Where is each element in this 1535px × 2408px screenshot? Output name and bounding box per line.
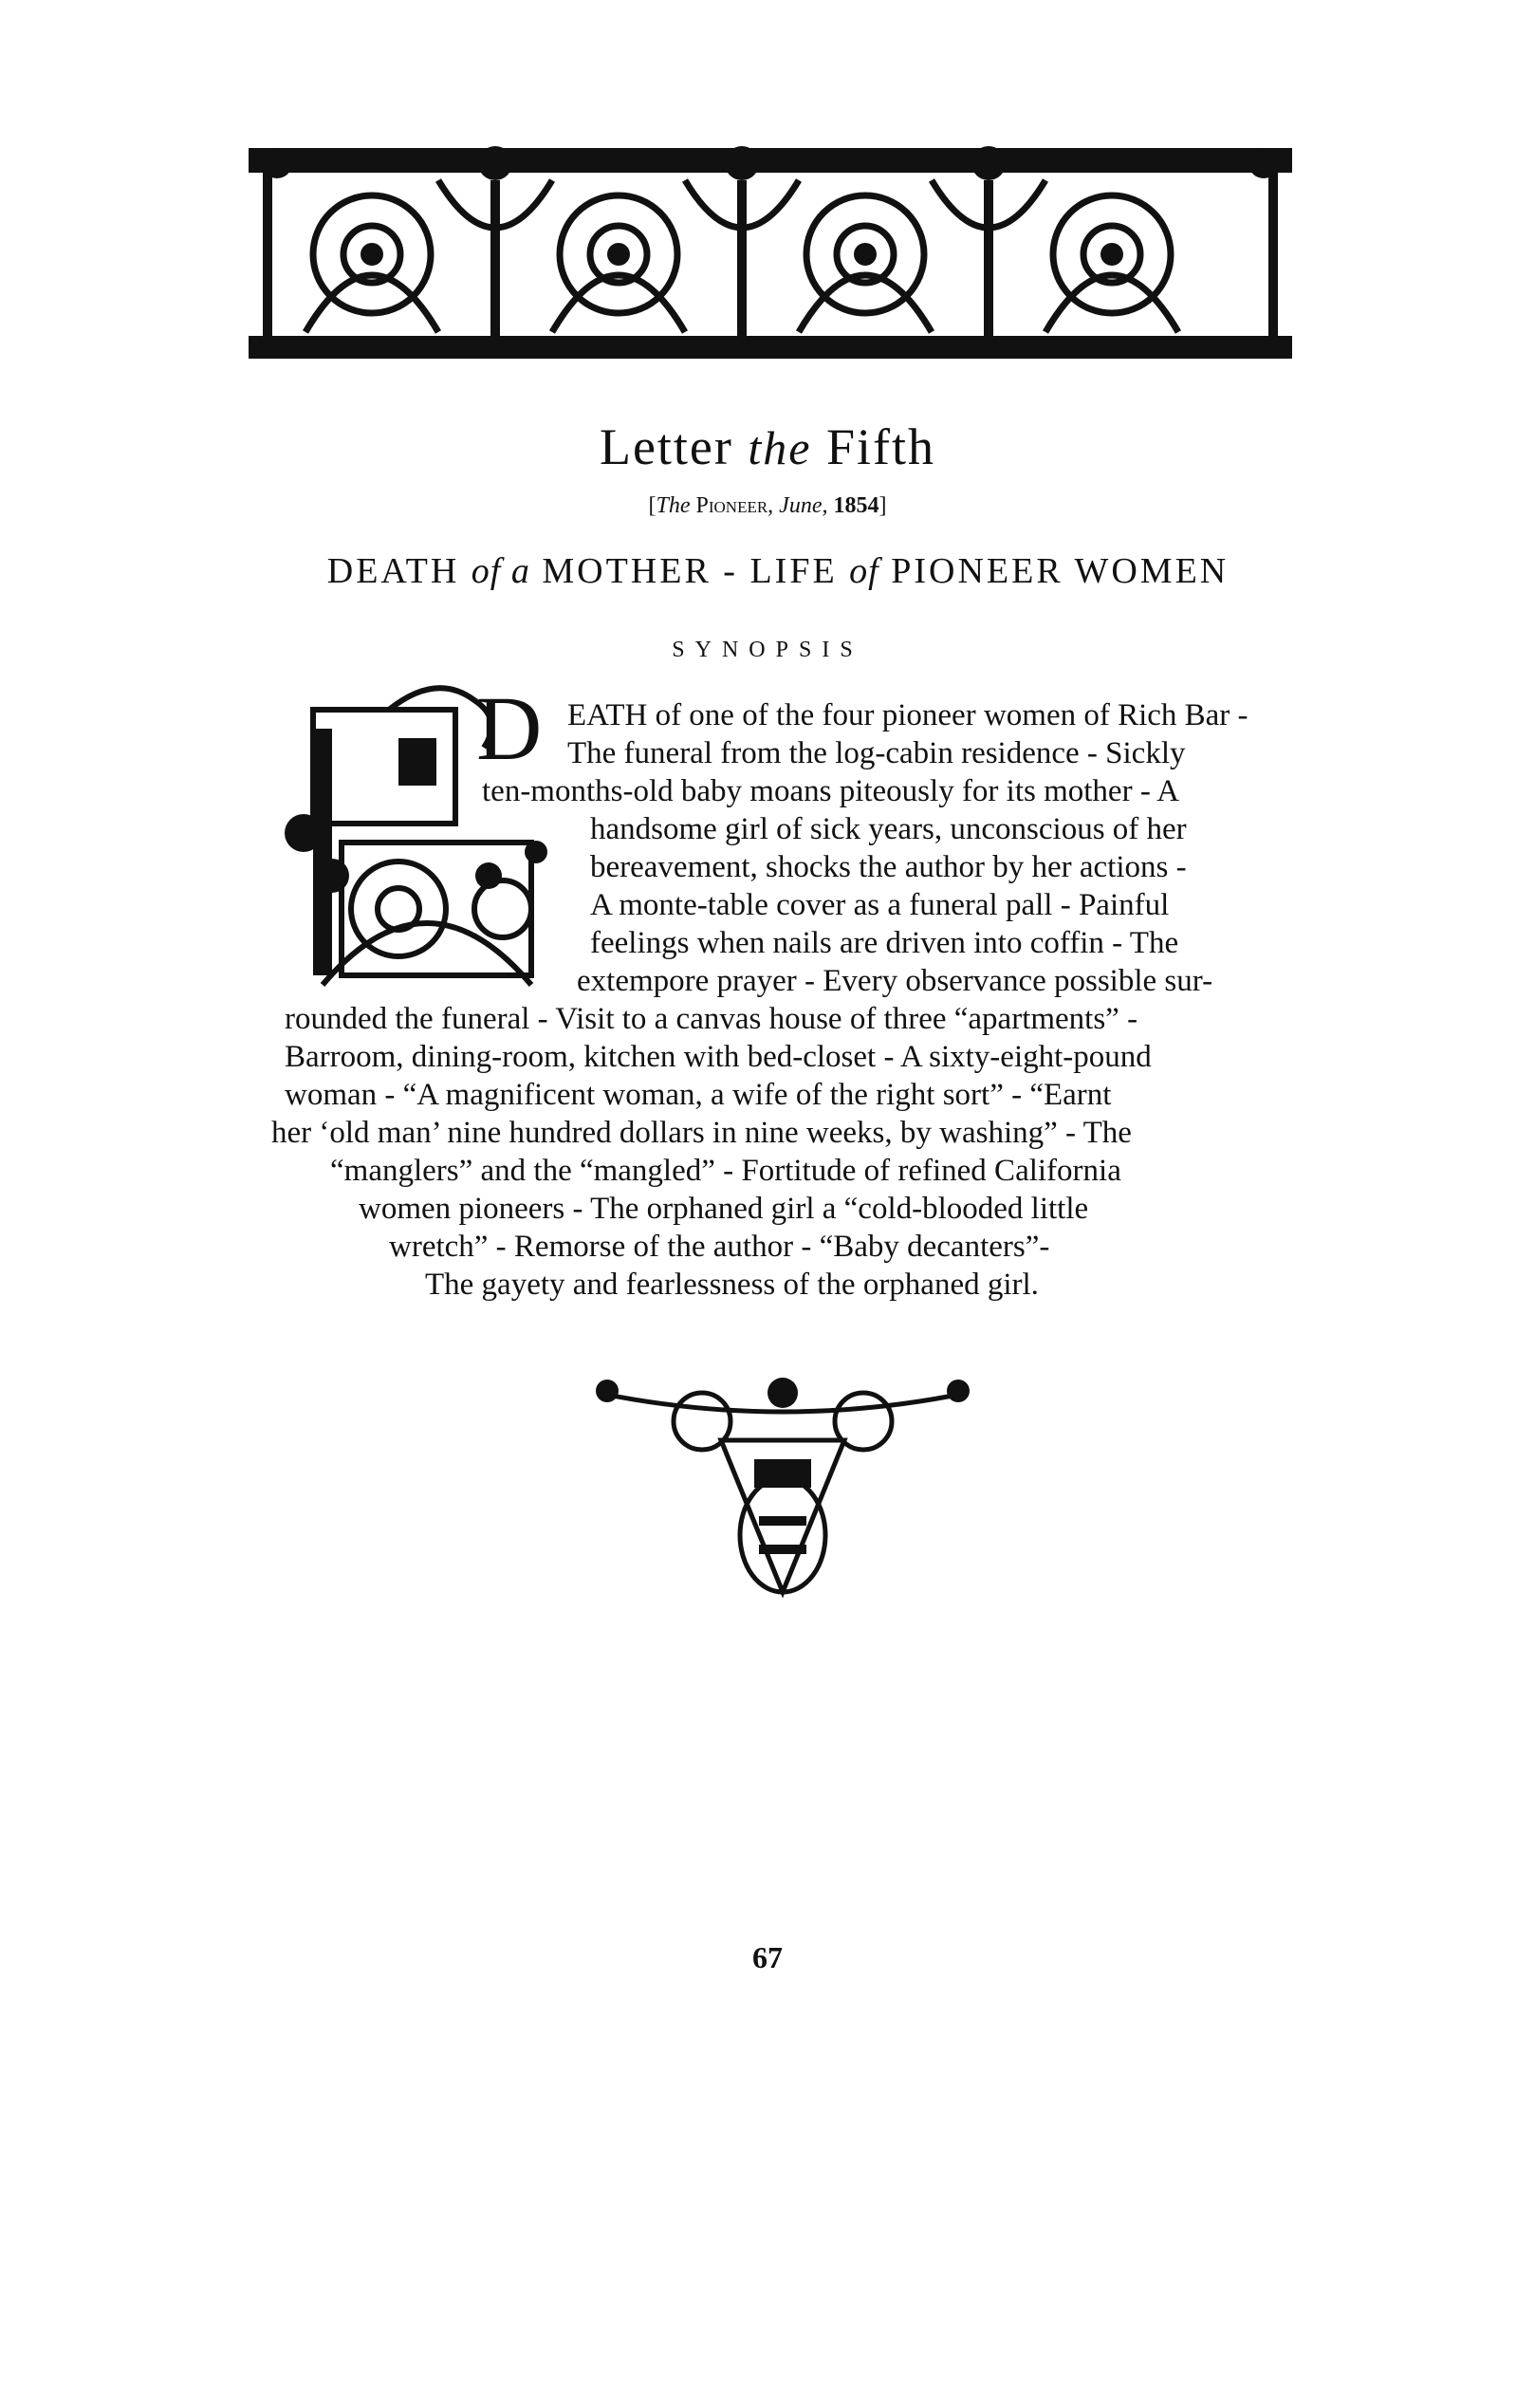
source-year: 1854 — [833, 493, 879, 518]
title-letter: Letter — [599, 418, 733, 475]
synopsis-line: wretch” - Remorse of the author - “Baby decanters”- — [389, 1230, 1050, 1264]
tailpiece-ornament-icon — [588, 1364, 977, 1602]
page-number: 67 — [752, 1940, 783, 1974]
source-pioneer: Pioneer — [695, 493, 768, 518]
heading-of2: of — [849, 551, 879, 591]
heading-part2: MOTHER - LIFE — [542, 551, 838, 591]
synopsis-line: woman - “A magnificent woman, a wife of the right sort” - “Earnt — [285, 1078, 1112, 1112]
synopsis-line: women pioneers - The orphaned girl a “cold-blooded little — [359, 1192, 1089, 1226]
synopsis-line: The funeral from the log-cabin residence - Sickly — [567, 736, 1186, 770]
letter-heading — [275, 550, 1281, 592]
synopsis-line: “manglers” and the “mangled” - Fortitude of refined California — [330, 1154, 1121, 1188]
synopsis-line: feelings when nails are driven into coffin - The — [590, 926, 1179, 960]
heading-of1: of a — [471, 551, 530, 591]
source-the: The — [656, 493, 691, 518]
dropcap-letter: D — [476, 677, 543, 779]
ironwork-banner-icon — [249, 142, 1292, 362]
title-the: the — [748, 421, 812, 474]
synopsis-line: her ‘old man’ nine hundred dollars in nine weeks, by washing” - The — [271, 1116, 1132, 1150]
synopsis-line: bereavement, shocks the author by her actions - — [590, 850, 1187, 884]
heading-part3: PIONEER WOMEN — [891, 551, 1230, 591]
heading-part1: DEATH — [326, 551, 460, 591]
letter-title — [0, 417, 1535, 476]
synopsis-line: The gayety and fearlessness of the orphaned girl. — [425, 1268, 1039, 1302]
title-fifth: Fifth — [825, 418, 936, 475]
synopsis-line: EATH of one of the four pioneer women of Rich Bar - — [567, 698, 1248, 732]
synopsis-line: Barroom, dining-room, kitchen with bed-closet - A sixty-eight-pound — [285, 1040, 1152, 1074]
source-citation: [The Pioneer, June, 1854] — [648, 493, 887, 518]
synopsis-label: SYNOPSIS — [672, 638, 863, 662]
synopsis-line: ten-months-old baby moans piteously for its mother - A — [482, 774, 1180, 808]
synopsis-line: handsome girl of sick years, unconscious of her — [590, 812, 1187, 846]
synopsis-line: extempore prayer - Every observance possible sur- — [577, 964, 1213, 998]
synopsis-line: rounded the funeral - Visit to a canvas house of three “apartments” - — [285, 1002, 1138, 1036]
source-date: June, — [779, 493, 828, 518]
synopsis-line: A monte-table cover as a funeral pall - Painful — [590, 888, 1170, 922]
